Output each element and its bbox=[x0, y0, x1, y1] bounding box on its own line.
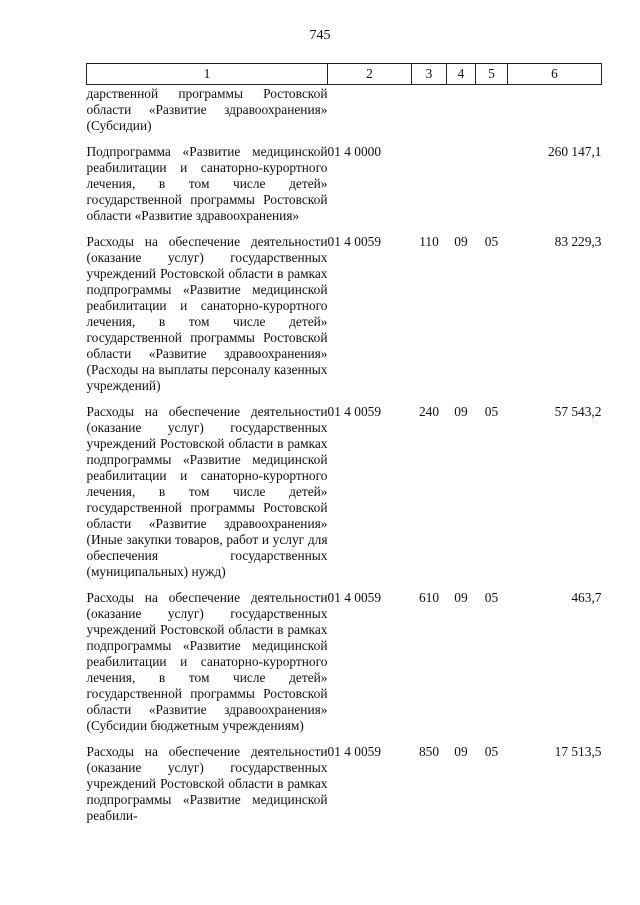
row-description: Расходы на обеспечение деятельности (оказание услуг) государственных учреждений Ростовской области в рамках подпрограммы «Развитие медицинской реабилитации и санаторно-курортного лечения, в том числе детей» государственной программы Ростовской области «Развитие здравоохранения» (Субсидии бюджетным учреждениям) bbox=[86, 590, 328, 733]
row-expense-type bbox=[412, 144, 447, 234]
table-row bbox=[87, 404, 602, 590]
row-description: Расходы на обеспечение деятельности (оказание услуг) государственных учреждений Ростовской области в рамках подпрограммы «Развитие медицинской реабилитации и санаторно-курортного лечения, в том числе детей» государственной программы Ростовской области «Развитие здравоохранения» (Иные закупки товаров, работ и услуг для обеспечения государственных (муниципальных) нужд) bbox=[86, 404, 328, 579]
row-amount: 463,7 bbox=[571, 590, 602, 605]
row-target-code: 01 4 0059 bbox=[327, 234, 382, 249]
column-header-5: 5 bbox=[476, 64, 508, 85]
row-amount: 83 229,3 bbox=[554, 234, 602, 249]
page-number: 745 bbox=[309, 28, 331, 43]
table-row bbox=[87, 744, 602, 824]
row-amount bbox=[508, 85, 602, 145]
row-section bbox=[447, 85, 476, 145]
row-subsection bbox=[476, 144, 508, 234]
row-expense-type: 610 bbox=[418, 590, 440, 605]
row-subsection: 05 bbox=[484, 404, 499, 419]
row-subsection: 05 bbox=[484, 234, 499, 249]
column-header-2: 2 bbox=[328, 64, 412, 85]
row-description: Подпрограмма «Развитие медицинской реабилитации и санаторно-курортного лечения, в том числе детей» государственной программы Ростовской области «Развитие здравоохранения» bbox=[86, 144, 328, 223]
row-expense-type: 110 bbox=[419, 234, 439, 249]
row-amount: 260 147,1 bbox=[547, 144, 602, 159]
budget-table bbox=[86, 63, 602, 824]
table-header-row bbox=[87, 64, 602, 85]
row-description: Расходы на обеспечение деятельности (оказание услуг) государственных учреждений Ростовской области в рамках подпрограммы «Развитие медицинской реабили- bbox=[86, 744, 328, 823]
row-target-code bbox=[328, 85, 412, 145]
table-row bbox=[87, 144, 602, 234]
table-row bbox=[87, 85, 602, 145]
row-description: Расходы на обеспечение деятельности (оказание услуг) государственных учреждений Ростовской области в рамках подпрограммы «Развитие медицинской реабилитации и санаторно-курортного лечения, в том числе детей» государственной программы Ростовской области «Развитие здравоохранения» (Расходы на выплаты персоналу казенных учреждений) bbox=[86, 234, 328, 393]
row-description: дарственной программы Ростовской области «Развитие здравоохранения» (Субсидии) bbox=[86, 86, 328, 133]
row-expense-type: 240 bbox=[418, 404, 440, 419]
row-subsection: 05 bbox=[484, 590, 499, 605]
table-row bbox=[87, 234, 602, 404]
column-header-3: 3 bbox=[412, 64, 447, 85]
row-section: 09 bbox=[454, 404, 468, 419]
row-section bbox=[447, 144, 476, 234]
row-target-code: 01 4 0059 bbox=[327, 590, 382, 605]
row-amount: 17 513,5 bbox=[554, 744, 602, 759]
row-subsection: 05 bbox=[484, 744, 499, 759]
row-target-code: 01 4 0059 bbox=[327, 404, 382, 419]
column-header-6: 6 bbox=[508, 64, 602, 85]
column-header-1: 1 bbox=[87, 64, 328, 85]
row-expense-type bbox=[412, 85, 447, 145]
table-row bbox=[87, 590, 602, 744]
row-target-code: 01 4 0000 bbox=[327, 144, 382, 159]
row-section: 09 bbox=[454, 590, 468, 605]
row-section: 09 bbox=[454, 234, 468, 249]
row-section: 09 bbox=[454, 744, 468, 759]
row-amount: 57 543,2 bbox=[554, 404, 602, 419]
row-target-code: 01 4 0059 bbox=[327, 744, 382, 759]
row-expense-type: 850 bbox=[418, 744, 440, 759]
column-header-4: 4 bbox=[447, 64, 476, 85]
row-subsection bbox=[476, 85, 508, 145]
